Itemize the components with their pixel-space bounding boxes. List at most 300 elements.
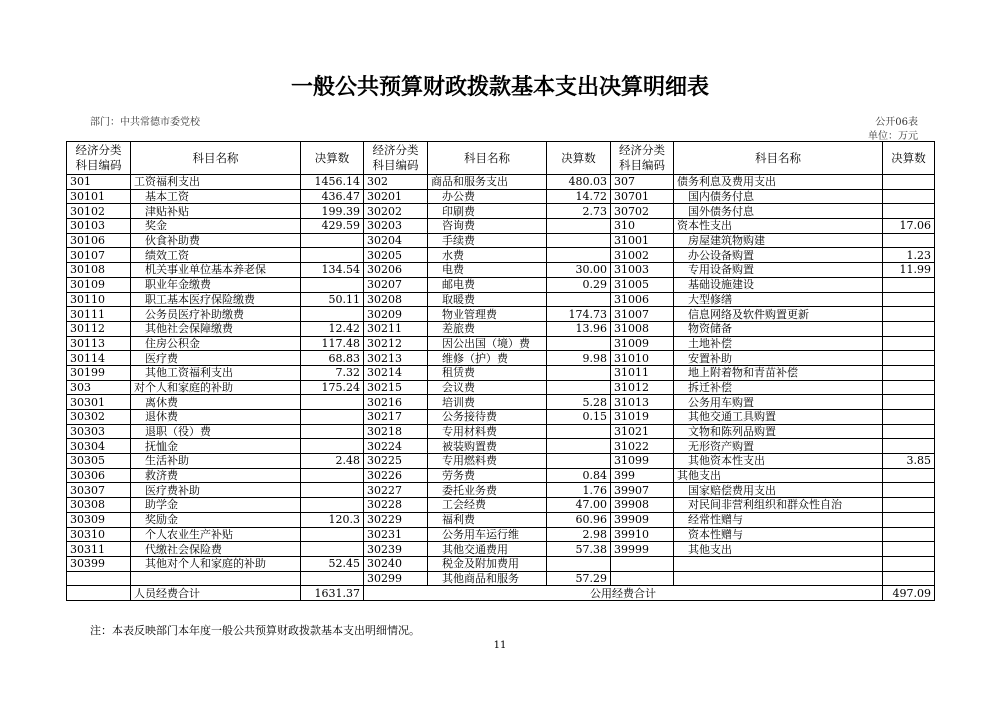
cell-code: 30217 [364,410,428,425]
cell-code: 30228 [364,498,428,513]
cell-code: 39910 [611,527,674,542]
cell-code: 31007 [611,307,674,322]
cell-name: 其他资本性支出 [674,454,883,469]
cell-amount: 175.24 [301,380,364,395]
cell-amount: 3.85 [883,454,935,469]
cell-name: 其他交通工具购置 [674,410,883,425]
cell-code: 30306 [67,468,131,483]
cell-name: 拆迁补偿 [674,380,883,395]
cell-amount: 1.23 [883,248,935,263]
cell-amount [883,307,935,322]
cell-code: 31021 [611,424,674,439]
cell-name: 大型修缮 [674,292,883,307]
table-row [67,189,935,204]
table-row [67,307,935,322]
cell-code: 30214 [364,365,428,380]
cell-name: 印刷费 [428,204,547,219]
header-amount: 决算数 [301,142,364,175]
totals-spacer [67,586,131,601]
cell-amount [301,498,364,513]
cell-name: 因公出国（境）费 [428,336,547,351]
header-code-text: 经济分类 科目编码 [372,143,419,172]
cell-code: 30231 [364,527,428,542]
cell-name: 基础设施建设 [674,277,883,292]
cell-code: 30304 [67,439,131,454]
cell-name [131,571,301,586]
totals-row [67,586,935,601]
cell-name: 助学金 [131,498,301,513]
cell-code: 31009 [611,336,674,351]
cell-code: 31022 [611,439,674,454]
cell-amount [883,556,935,571]
cell-amount: 9.98 [547,351,611,366]
table-row [67,468,935,483]
table-row [67,395,935,410]
cell-code: 302 [364,175,428,190]
cell-name: 津贴补贴 [131,204,301,219]
cell-amount [301,483,364,498]
cell-name: 其他交通费用 [428,542,547,557]
cell-amount [547,556,611,571]
cell-amount [883,321,935,336]
table-row [67,439,935,454]
cell-code: 30224 [364,439,428,454]
header-code-text: 经济分类 科目编码 [619,143,665,172]
cell-name: 基本工资 [131,189,301,204]
cell-amount: 174.73 [547,307,611,322]
cell-name: 咨询费 [428,219,547,234]
cell-amount: 0.84 [547,468,611,483]
cell-amount: 68.83 [301,351,364,366]
cell-amount [301,571,364,586]
cell-code: 30226 [364,468,428,483]
table-row [67,571,935,586]
cell-name: 资本性支出 [674,219,883,234]
page-title: 一般公共预算财政拨款基本支出决算明细表 [290,75,709,100]
cell-amount: 60.96 [547,512,611,527]
cell-code: 30209 [364,307,428,322]
cell-amount [883,277,935,292]
cell-code: 30114 [67,351,131,366]
cell-amount [883,336,935,351]
cell-code: 30101 [67,189,131,204]
cell-name: 对民间非营利组织和群众性自治 [674,498,883,513]
cell-amount: 1.76 [547,483,611,498]
cell-amount: 0.29 [547,277,611,292]
cell-code: 399 [611,468,674,483]
cell-name: 奖励金 [131,512,301,527]
cell-code: 30303 [67,424,131,439]
cell-amount: 117.48 [301,336,364,351]
header-code-text: 经济分类 科目编码 [75,143,122,172]
cell-name: 退职（役）费 [131,424,301,439]
cell-amount: 47.00 [547,498,611,513]
cell-amount: 13.96 [547,321,611,336]
cell-code: 31002 [611,248,674,263]
cell-amount [883,439,935,454]
cell-amount [883,189,935,204]
personnel-total-label: 人员经费合计 [131,586,301,601]
cell-amount [883,233,935,248]
cell-name: 办公设备购置 [674,248,883,263]
cell-name: 电费 [428,263,547,278]
cell-name: 伙食补助费 [131,233,301,248]
cell-code: 30229 [364,512,428,527]
header-code [364,142,428,175]
cell-code: 30308 [67,498,131,513]
table-row [67,454,935,469]
table-row [67,556,935,571]
header-name: 科目名称 [674,142,883,175]
cell-code: 30311 [67,542,131,557]
cell-amount [883,395,935,410]
table-row [67,380,935,395]
cell-amount [883,498,935,513]
cell-code: 30107 [67,248,131,263]
cell-code: 30108 [67,263,131,278]
cell-code: 30206 [364,263,428,278]
cell-name: 个人农业生产补贴 [131,527,301,542]
cell-name: 代缴社会保险费 [131,542,301,557]
table-row [67,321,935,336]
cell-name: 福利费 [428,512,547,527]
expenditure-table [66,141,935,601]
cell-name: 其他支出 [674,542,883,557]
cell-name: 离休费 [131,395,301,410]
cell-name: 房屋建筑物购建 [674,233,883,248]
cell-amount: 14.72 [547,189,611,204]
page-number: 11 [493,640,507,651]
cell-code: 31001 [611,233,674,248]
cell-code: 30299 [364,571,428,586]
cell-amount [883,410,935,425]
cell-code: 30702 [611,204,674,219]
cell-amount [883,571,935,586]
table-row [67,365,935,380]
cell-code: 39907 [611,483,674,498]
cell-name: 专用设备购置 [674,263,883,278]
cell-name: 奖金 [131,219,301,234]
cell-amount [301,542,364,557]
cell-name: 医疗费 [131,351,301,366]
cell-amount: 52.45 [301,556,364,571]
cell-name: 其他工资福利支出 [131,365,301,380]
cell-code: 30212 [364,336,428,351]
table-row [67,204,935,219]
cell-amount: 1456.14 [301,175,364,190]
table-row [67,542,935,557]
cell-code: 30204 [364,233,428,248]
cell-code: 30227 [364,483,428,498]
cell-amount [547,365,611,380]
table-row [67,336,935,351]
cell-amount [301,527,364,542]
cell-name: 对个人和家庭的补助 [131,380,301,395]
cell-name: 物资储备 [674,321,883,336]
cell-code: 30301 [67,395,131,410]
department-label: 部门：中共常德市委党校 [90,117,200,128]
cell-name: 维修（护）费 [428,351,547,366]
cell-code: 31005 [611,277,674,292]
cell-amount: 57.38 [547,542,611,557]
cell-name: 职工基本医疗保险缴费 [131,292,301,307]
cell-amount [883,380,935,395]
cell-name: 资本性赠与 [674,527,883,542]
cell-code [611,571,674,586]
cell-name: 医疗费补助 [131,483,301,498]
cell-amount [301,248,364,263]
cell-code: 30201 [364,189,428,204]
table-row [67,175,935,190]
table-row [67,219,935,234]
cell-name: 邮电费 [428,277,547,292]
cell-name [674,556,883,571]
cell-code: 31006 [611,292,674,307]
cell-amount [547,292,611,307]
cell-name: 租赁费 [428,365,547,380]
cell-name: 专用燃料费 [428,454,547,469]
cell-code: 30202 [364,204,428,219]
cell-name: 地上附着物和青苗补偿 [674,365,883,380]
table-body [67,175,935,586]
cell-amount [547,233,611,248]
cell-code: 30110 [67,292,131,307]
cell-name: 国家赔偿费用支出 [674,483,883,498]
cell-name: 公务用车运行维 [428,527,547,542]
cell-code: 30239 [364,542,428,557]
table-row [67,233,935,248]
cell-name: 文物和陈列品购置 [674,424,883,439]
cell-code: 30302 [67,410,131,425]
cell-amount: 134.54 [301,263,364,278]
cell-name: 债务利息及费用支出 [674,175,883,190]
cell-amount: 120.3 [301,512,364,527]
cell-name [674,571,883,586]
cell-name: 税金及附加费用 [428,556,547,571]
table-row [67,292,935,307]
cell-code: 30309 [67,512,131,527]
cell-code: 310 [611,219,674,234]
cell-name: 安置补助 [674,351,883,366]
cell-name: 办公费 [428,189,547,204]
cell-code: 30218 [364,424,428,439]
table-row [67,512,935,527]
cell-name: 绩效工资 [131,248,301,263]
cell-amount [883,527,935,542]
header-amount: 决算数 [883,142,935,175]
cell-amount [883,542,935,557]
cell-amount [883,468,935,483]
header-name: 科目名称 [428,142,547,175]
cell-amount [301,439,364,454]
cell-code: 39999 [611,542,674,557]
public-total-label: 公用经费合计 [364,586,883,601]
cell-code: 30211 [364,321,428,336]
cell-name: 会议费 [428,380,547,395]
cell-name: 土地补偿 [674,336,883,351]
cell-code: 30106 [67,233,131,248]
header-name: 科目名称 [131,142,301,175]
cell-amount: 429.59 [301,219,364,234]
cell-name: 取暖费 [428,292,547,307]
cell-name: 其他商品和服务 [428,571,547,586]
cell-name: 国内债务付息 [674,189,883,204]
cell-code [67,571,131,586]
cell-name: 委托业务费 [428,483,547,498]
cell-name: 其他支出 [674,468,883,483]
cell-code: 39909 [611,512,674,527]
cell-amount [547,454,611,469]
cell-amount [883,365,935,380]
cell-code: 303 [67,380,131,395]
header-code [67,142,131,175]
cell-code: 31099 [611,454,674,469]
cell-name: 差旅费 [428,321,547,336]
cell-name: 专用材料费 [428,424,547,439]
cell-name: 经常性赠与 [674,512,883,527]
cell-name: 水费 [428,248,547,263]
cell-amount: 5.28 [547,395,611,410]
personnel-total-value: 1631.37 [301,586,364,601]
public-total-value: 497.09 [883,586,935,601]
cell-amount [547,248,611,263]
cell-code: 39908 [611,498,674,513]
cell-amount [883,512,935,527]
cell-name: 机关事业单位基本养老保 [131,263,301,278]
cell-code: 30307 [67,483,131,498]
cell-code: 30207 [364,277,428,292]
cell-amount [301,233,364,248]
cell-code: 30215 [364,380,428,395]
cell-name: 工会经费 [428,498,547,513]
cell-name: 物业管理费 [428,307,547,322]
cell-code: 31010 [611,351,674,366]
cell-name: 生活补助 [131,454,301,469]
cell-code: 31013 [611,395,674,410]
cell-code: 30213 [364,351,428,366]
cell-code: 31003 [611,263,674,278]
cell-code: 30399 [67,556,131,571]
cell-code: 30701 [611,189,674,204]
table-row [67,483,935,498]
table-row [67,248,935,263]
cell-code: 30203 [364,219,428,234]
cell-amount [301,307,364,322]
cell-amount [301,468,364,483]
cell-name: 职业年金缴费 [131,277,301,292]
cell-amount: 0.15 [547,410,611,425]
cell-amount: 50.11 [301,292,364,307]
table-row [67,263,935,278]
cell-amount: 199.39 [301,204,364,219]
cell-code: 31011 [611,365,674,380]
cell-amount [547,219,611,234]
cell-amount: 30.00 [547,263,611,278]
cell-code: 30102 [67,204,131,219]
cell-code: 31012 [611,380,674,395]
cell-code: 30111 [67,307,131,322]
cell-amount [547,424,611,439]
cell-amount [883,483,935,498]
header-code [611,142,674,175]
cell-code: 31008 [611,321,674,336]
cell-amount: 57.29 [547,571,611,586]
cell-code: 30310 [67,527,131,542]
form-number: 公开06表 [875,117,918,128]
cell-amount [547,336,611,351]
header-amount: 决算数 [547,142,611,175]
cell-name: 手续费 [428,233,547,248]
cell-amount: 11.99 [883,263,935,278]
cell-name: 其他社会保障缴费 [131,321,301,336]
cell-name: 住房公积金 [131,336,301,351]
cell-code: 30113 [67,336,131,351]
cell-amount [301,424,364,439]
cell-amount: 7.32 [301,365,364,380]
cell-amount: 2.98 [547,527,611,542]
cell-name: 退休费 [131,410,301,425]
cell-amount [883,424,935,439]
cell-code: 30216 [364,395,428,410]
cell-amount [301,277,364,292]
cell-amount: 2.48 [301,454,364,469]
cell-name: 公务接待费 [428,410,547,425]
cell-name: 其他对个人和家庭的补助 [131,556,301,571]
cell-code: 307 [611,175,674,190]
unit-label: 单位：万元 [868,131,918,142]
cell-name: 抚恤金 [131,439,301,454]
table-row [67,277,935,292]
cell-amount [883,351,935,366]
cell-amount: 2.73 [547,204,611,219]
table-row [67,527,935,542]
table-row [67,424,935,439]
cell-name: 劳务费 [428,468,547,483]
cell-amount [547,380,611,395]
cell-code: 30112 [67,321,131,336]
table-row [67,351,935,366]
cell-code: 30109 [67,277,131,292]
cell-name: 商品和服务支出 [428,175,547,190]
cell-amount: 17.06 [883,219,935,234]
cell-amount [547,439,611,454]
cell-amount [883,204,935,219]
cell-amount [301,395,364,410]
cell-name: 工资福利支出 [131,175,301,190]
table-header-row [67,142,935,175]
table-row [67,410,935,425]
cell-code: 30199 [67,365,131,380]
cell-name: 国外债务付息 [674,204,883,219]
table-row [67,498,935,513]
cell-amount [301,410,364,425]
cell-code [611,556,674,571]
cell-amount: 480.03 [547,175,611,190]
cell-code: 30205 [364,248,428,263]
cell-code: 31019 [611,410,674,425]
cell-amount [883,175,935,190]
cell-code: 30208 [364,292,428,307]
cell-amount: 436.47 [301,189,364,204]
cell-name: 公务用车购置 [674,395,883,410]
cell-name: 无形资产购置 [674,439,883,454]
cell-code: 30103 [67,219,131,234]
cell-name: 培训费 [428,395,547,410]
cell-amount [883,292,935,307]
cell-name: 救济费 [131,468,301,483]
cell-code: 30305 [67,454,131,469]
cell-code: 30240 [364,556,428,571]
